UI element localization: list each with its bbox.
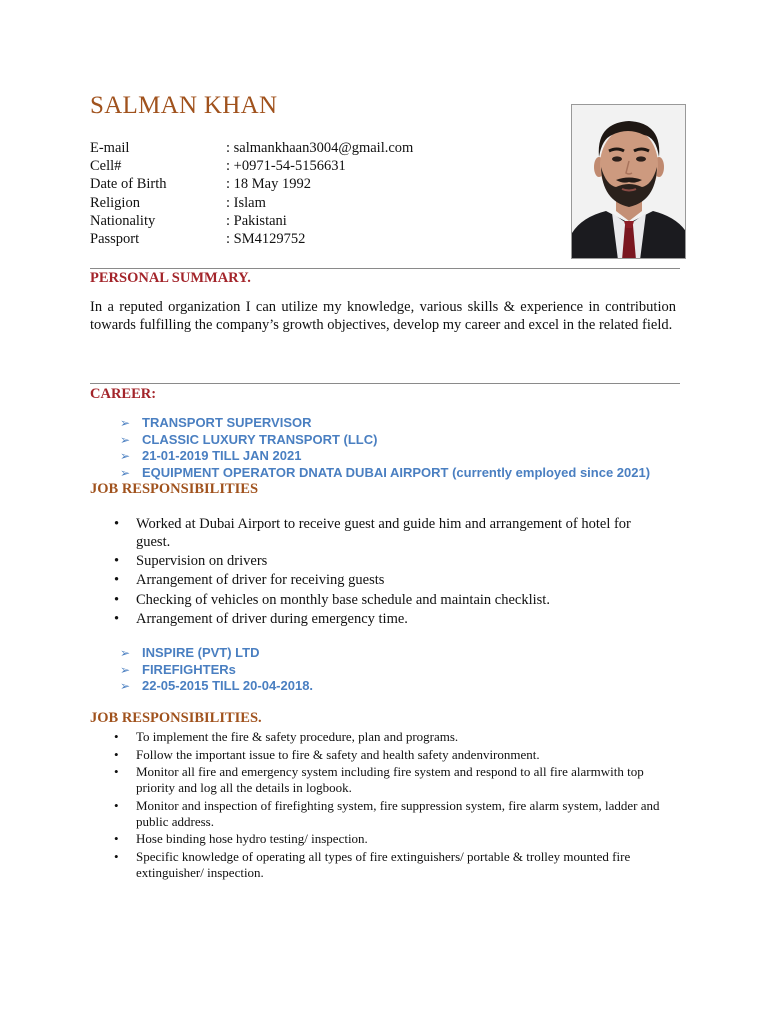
contact-label: E-mail bbox=[90, 140, 130, 156]
contact-label: Cell# bbox=[90, 158, 122, 175]
job-title-text: EQUIPMENT OPERATOR DNATA DUBAI AIRPORT (currently employed since 2021) bbox=[142, 464, 651, 480]
candidate-name: SALMAN KHAN bbox=[90, 92, 278, 119]
career-heading: CAREER: bbox=[90, 386, 157, 402]
round-bullet-icon: • bbox=[114, 831, 119, 846]
job1-responsibilities-heading: JOB RESPONSIBILITIES bbox=[90, 481, 259, 497]
arrow-bullet-icon: ➢ bbox=[120, 416, 131, 430]
job1-summary-list bbox=[120, 415, 650, 481]
round-bullet-icon: • bbox=[114, 746, 119, 762]
job-title-text: TRANSPORT SUPERVISOR bbox=[142, 415, 312, 430]
company-text: INSPIRE (PVT) LTD bbox=[142, 645, 260, 660]
contact-label: Nationality bbox=[90, 212, 156, 229]
contact-value: : +0971-54-5156631 bbox=[226, 158, 346, 175]
job1-responsibilities-list bbox=[110, 515, 650, 629]
round-bullet-icon: • bbox=[114, 797, 119, 813]
list-item bbox=[120, 448, 650, 465]
responsibility-text: Monitor and inspection of firefighting system, fire suppression system, fire alarm system, ladder and public address. bbox=[136, 797, 660, 829]
list-item bbox=[110, 764, 670, 796]
list-item bbox=[120, 432, 650, 449]
section-divider bbox=[90, 383, 680, 384]
round-bullet-icon: • bbox=[114, 516, 120, 532]
responsibility-text: Hose binding hose hydro testing/ inspection. bbox=[136, 831, 368, 846]
list-item bbox=[110, 591, 650, 609]
summary-text: In a reputed organization I can utilize my knowledge, various skills & experience in contribution towards fulfilling the company’s growth objectives, develop my career and excel in the related field. bbox=[90, 299, 676, 333]
list-item bbox=[110, 571, 650, 589]
arrow-bullet-icon: ➢ bbox=[120, 679, 131, 693]
list-item bbox=[110, 552, 650, 570]
section-divider bbox=[90, 268, 680, 269]
list-item bbox=[120, 465, 650, 482]
round-bullet-icon: • bbox=[114, 591, 120, 608]
company-text: CLASSIC LUXURY TRANSPORT (LLC) bbox=[142, 431, 378, 447]
arrow-bullet-icon: ➢ bbox=[120, 662, 131, 677]
arrow-bullet-icon: ➢ bbox=[120, 646, 131, 660]
round-bullet-icon: • bbox=[114, 764, 119, 779]
round-bullet-icon: • bbox=[114, 553, 120, 570]
responsibility-text: Checking of vehicles on monthly base schedule and maintain checklist. bbox=[136, 591, 550, 608]
responsibility-text: Specific knowledge of operating all types of fire extinguishers/ portable & trolley mounted fire extinguisher/ inspection. bbox=[136, 848, 631, 880]
round-bullet-icon: • bbox=[114, 610, 120, 627]
arrow-bullet-icon: ➢ bbox=[120, 432, 131, 447]
list-item bbox=[110, 831, 670, 847]
responsibility-text: Supervision on drivers bbox=[136, 553, 268, 570]
list-item bbox=[110, 515, 650, 551]
contact-value: : salmankhaan3004@gmail.com bbox=[226, 140, 414, 156]
responsibility-text: Arrangement of driver for receiving guests bbox=[136, 572, 385, 589]
contact-value: : 18 May 1992 bbox=[226, 176, 311, 193]
job2-responsibilities-heading: JOB RESPONSIBILITIES. bbox=[90, 710, 262, 726]
date-range-text: 21-01-2019 TILL JAN 2021 bbox=[142, 448, 302, 463]
list-item bbox=[120, 645, 313, 662]
list-item bbox=[110, 747, 670, 763]
date-range-text: 22-05-2015 TILL 20-04-2018. bbox=[142, 678, 314, 693]
summary-heading: PERSONAL SUMMARY. bbox=[90, 270, 251, 286]
responsibility-text: Worked at Dubai Airport to receive guest and guide him and arrangement of hotel for guest. bbox=[136, 516, 631, 550]
round-bullet-icon: • bbox=[114, 848, 119, 864]
responsibility-text: Arrangement of driver during emergency time. bbox=[136, 610, 408, 627]
list-item bbox=[120, 662, 313, 679]
arrow-bullet-icon: ➢ bbox=[120, 449, 131, 463]
portrait-image bbox=[572, 105, 686, 259]
list-item bbox=[120, 415, 650, 432]
round-bullet-icon: • bbox=[114, 572, 120, 589]
responsibility-text: To implement the fire & safety procedure, plan and programs. bbox=[136, 729, 459, 744]
job2-responsibilities-list bbox=[110, 729, 670, 882]
contact-value: : SM4129752 bbox=[226, 230, 306, 247]
job2-summary-list bbox=[120, 645, 313, 695]
list-item bbox=[120, 678, 313, 695]
contact-value: : Pakistani bbox=[226, 212, 287, 229]
arrow-bullet-icon: ➢ bbox=[120, 465, 131, 480]
contact-label: Date of Birth bbox=[90, 176, 167, 193]
responsibility-text: Follow the important issue to fire & safety and health safety andenvironment. bbox=[136, 746, 540, 762]
profile-photo bbox=[571, 104, 686, 259]
contact-label: Passport bbox=[90, 230, 140, 247]
list-item bbox=[110, 729, 670, 745]
contact-label: Religion bbox=[90, 194, 140, 211]
job-title-text: FIREFIGHTERs bbox=[142, 661, 236, 677]
responsibility-text: Monitor all fire and emergency system including fire system and respond to all fire alarmwith top priority and log all the details in logbook. bbox=[136, 764, 644, 795]
round-bullet-icon: • bbox=[114, 729, 119, 744]
list-item bbox=[110, 610, 650, 628]
contact-value: : Islam bbox=[226, 194, 266, 211]
list-item bbox=[110, 849, 670, 881]
list-item bbox=[110, 798, 670, 830]
